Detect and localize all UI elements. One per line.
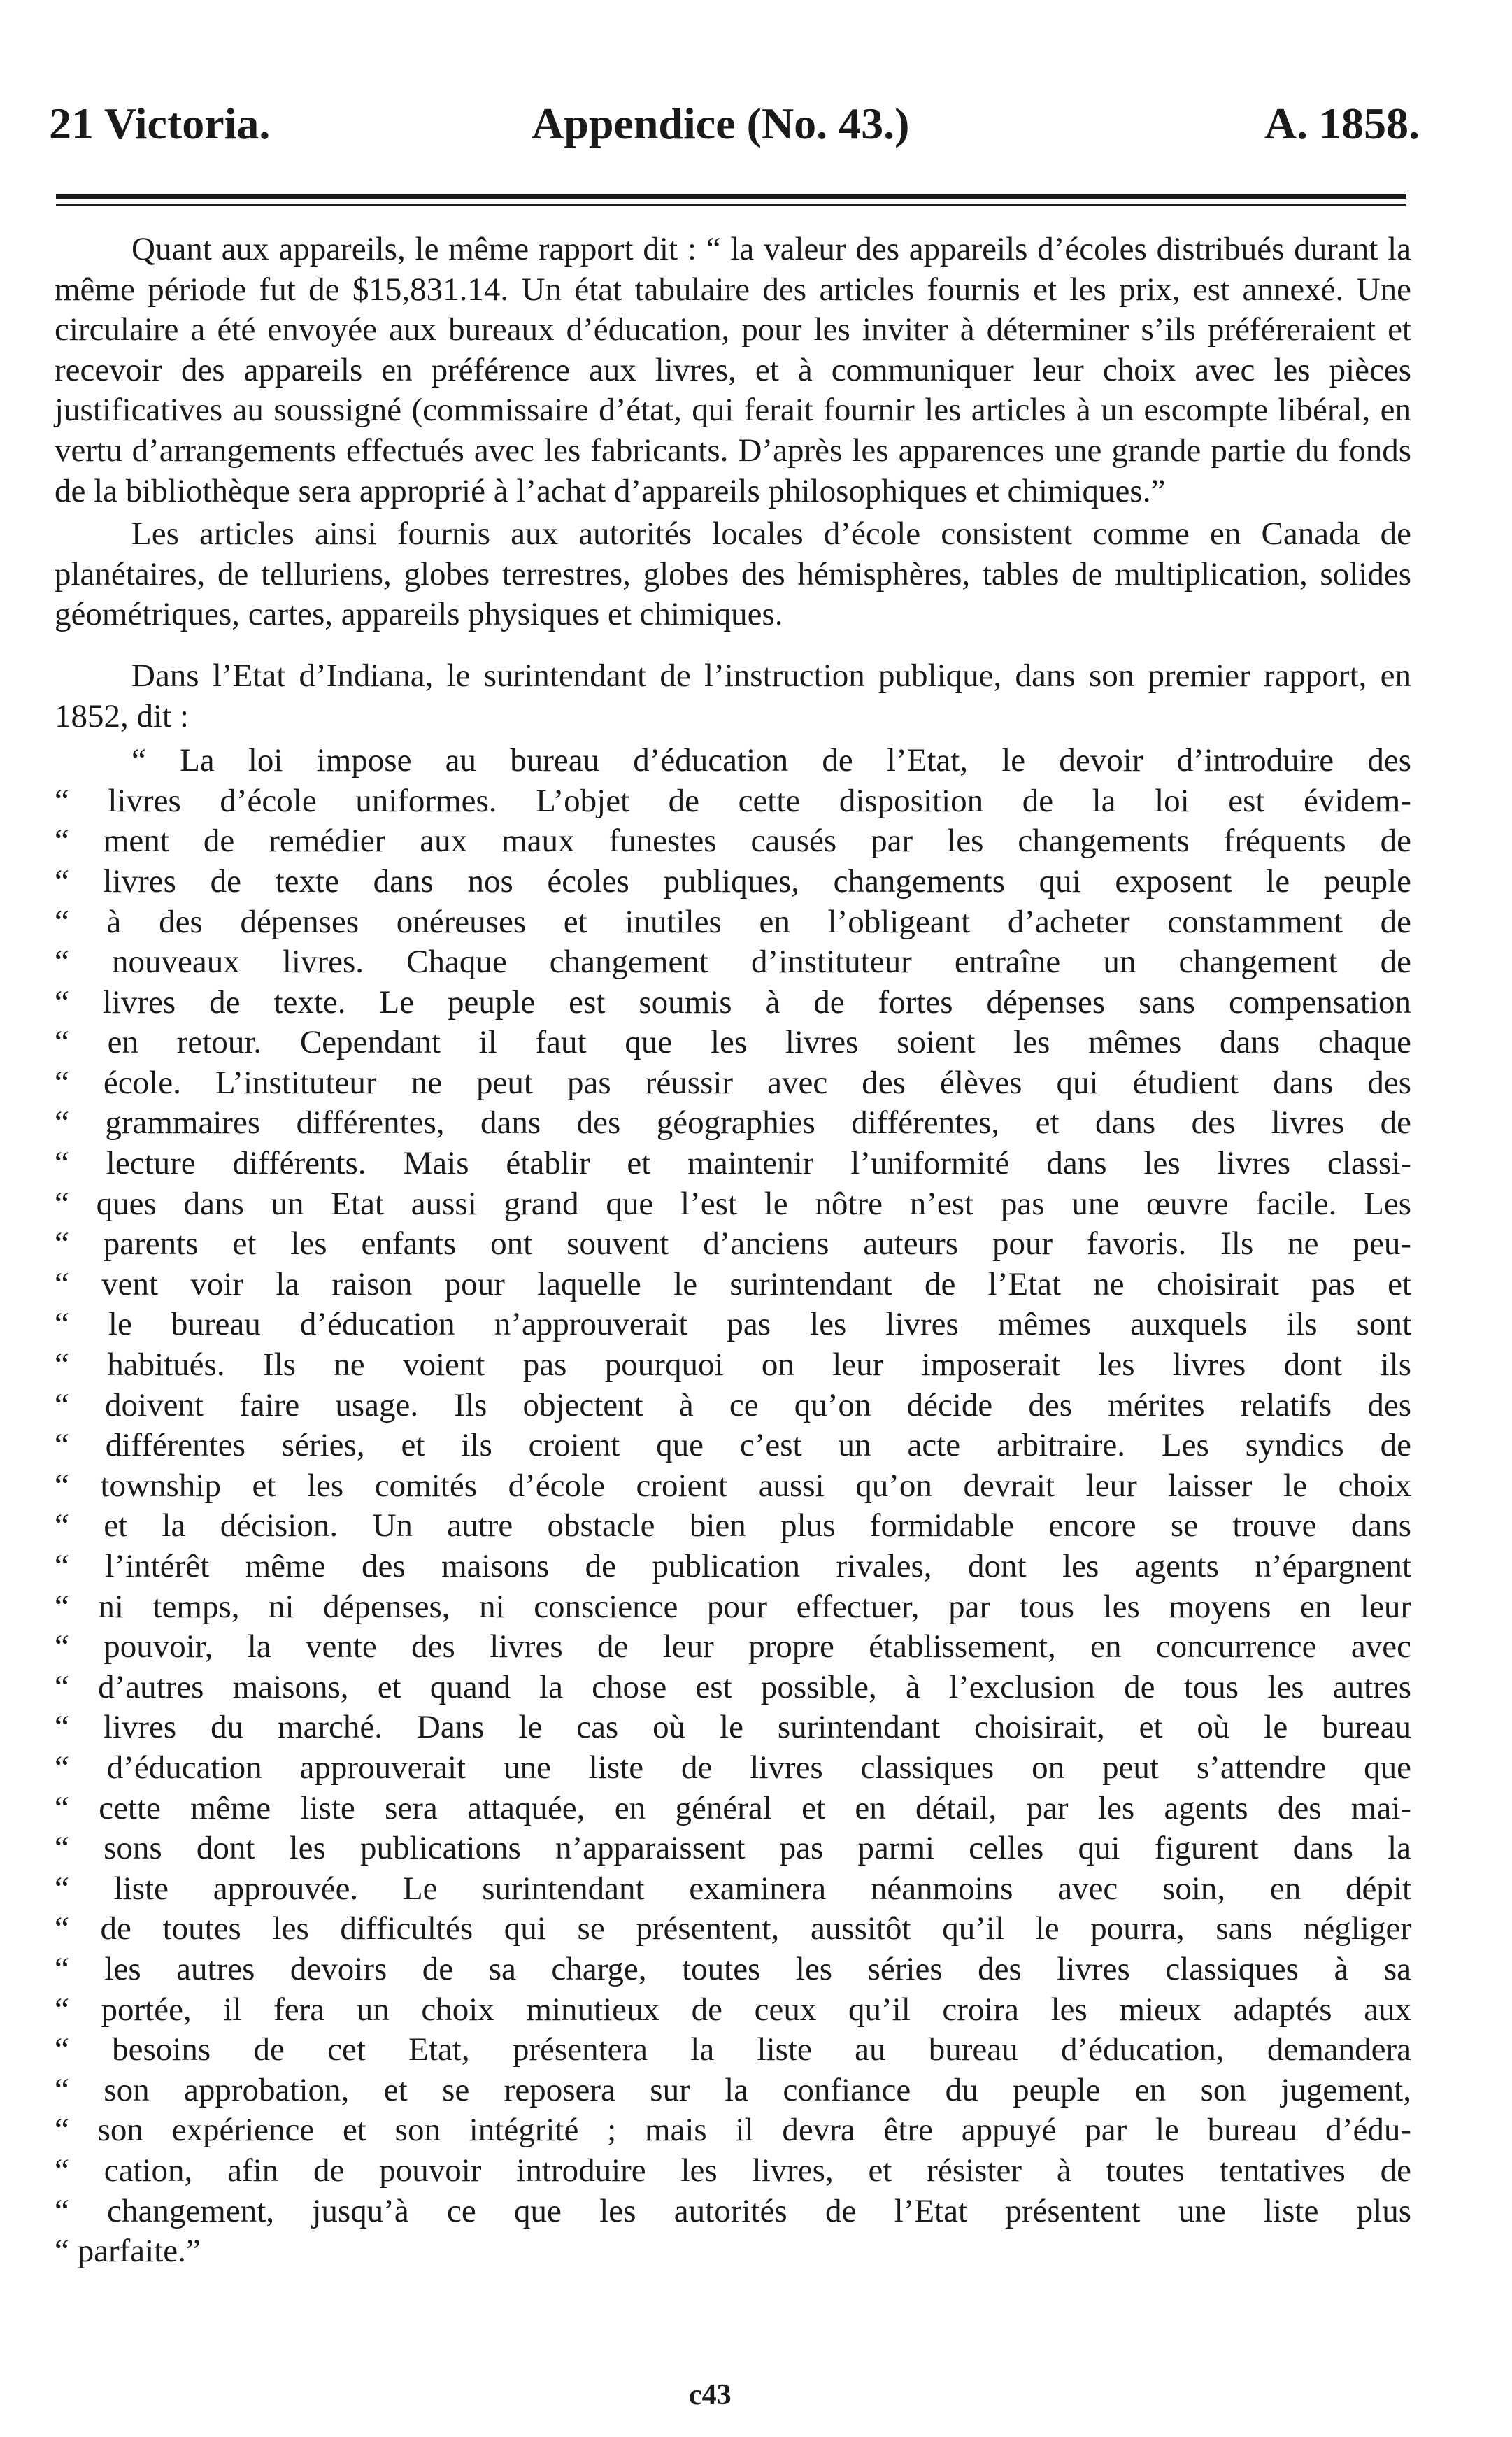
header-right: A. 1858. bbox=[1264, 99, 1420, 148]
page-header bbox=[49, 98, 1420, 154]
quote-line: “ école. L’instituteur ne peut pas réussir avec des élèves qui étudient dans des bbox=[55, 1064, 1411, 1101]
quote-line: “ livres du marché. Dans le cas où le surintendant choisirait, et où le bureau bbox=[55, 1709, 1411, 1746]
quote-line: “ en retour. Cependant il faut que les livres soient les mêmes dans chaque bbox=[55, 1024, 1411, 1061]
quote-line: “ et la décision. Un autre obstacle bien plus formidable encore se trouve dans bbox=[55, 1507, 1411, 1544]
quote-line: “ différentes séries, et ils croient que c’est un acte arbitraire. Les syndics de bbox=[55, 1427, 1411, 1464]
quote-line: “ livres de texte dans nos écoles publiques, changements qui exposent le peuple bbox=[55, 862, 1411, 900]
quote-line: “ vent voir la raison pour laquelle le surintendant de l’Etat ne choisirait pas et bbox=[55, 1265, 1411, 1302]
quote-line: “ son approbation, et se reposera sur la confiance du peuple en son jugement, bbox=[55, 2071, 1411, 2108]
quote-line: “ doivent faire usage. Ils objectent à ce qu’on décide des mérites relatifs des bbox=[55, 1386, 1411, 1423]
quote-line: “ les autres devoirs de sa charge, toutes les séries des livres classiques à sa bbox=[55, 1950, 1411, 1987]
paragraph-3: Dans l’Etat d’Indiana, le surintendant de l’instruction publique, dans son premier rapport, en 1852, dit : bbox=[55, 657, 1411, 734]
quote-line: “ lecture différents. Mais établir et maintenir l’uniformité dans les livres classi- bbox=[55, 1145, 1411, 1182]
header-rule-thin bbox=[56, 204, 1406, 206]
quote-line: “ de toutes les difficultés qui se présentent, aussitôt qu’il le pourra, sans négliger bbox=[55, 1910, 1411, 1947]
indiana-quote bbox=[55, 741, 1411, 2272]
quote-line: “ sons dont les publications n’apparaissent pas parmi celles qui figurent dans la bbox=[55, 1830, 1411, 1867]
header-center: Appendice (No. 43.) bbox=[532, 99, 910, 148]
paragraph-1: Quant aux appareils, le même rapport dit : “ la valeur des appareils d’écoles distribués durant la même période fut de $15,831.14. Un état tabulaire des articles fournis et les prix, est annexé. Une circulaire a été envoyée aux bureaux d’éducation, pour les inviter à déterminer s’ils préféreraient et recevoir des appareils en préférence aux livres, et à communiquer leur choix avec les pièces justificatives au soussigné (commissaire d’état, qui ferait fournir les articles à un escompte libéral, en vertu d’arrangements effectués avec les fabricants. D’après les apparences une grande partie du fonds de la bibliothèque sera approprié à l’achat d’appareils philosophiques et chimiques.” bbox=[55, 231, 1411, 509]
quote-line: “ parfaite.” bbox=[55, 2233, 201, 2270]
page-signature-mark: c43 bbox=[689, 2379, 732, 2411]
quote-line: “ d’autres maisons, et quand la chose est possible, à l’exclusion de tous les autres bbox=[55, 1668, 1411, 1705]
quote-line: “ changement, jusqu’à ce que les autorités de l’Etat présentent une liste plus bbox=[55, 2192, 1411, 2229]
page-body bbox=[55, 229, 1411, 2272]
quote-line: “ cation, afin de pouvoir introduire les livres, et résister à toutes tentatives de bbox=[55, 2152, 1411, 2189]
quote-line: “ l’intérêt même des maisons de publication rivales, dont les agents n’épargnent bbox=[55, 1548, 1411, 1584]
quote-line: “ La loi impose au bureau d’éducation de l’Etat, le devoir d’introduire des bbox=[131, 742, 1411, 779]
quote-line: “ à des dépenses onéreuses et inutiles en l’obligeant d’acheter constamment de bbox=[55, 903, 1411, 940]
quote-line: “ township et les comités d’école croient aussi qu’on devrait leur laisser le choix bbox=[55, 1467, 1411, 1504]
quote-line: “ pouvoir, la vente des livres de leur propre établissement, en concurrence avec bbox=[55, 1628, 1411, 1665]
quote-line: “ livres de texte. Le peuple est soumis à de fortes dépenses sans compensation bbox=[55, 983, 1411, 1021]
paragraph-2: Les articles ainsi fournis aux autorités locales d’école consistent comme en Canada de planétaires, de telluriens, globes terrestres, globes des hémisphères, tables de multiplication, solides géométriques, cartes, appareils physiques et chimiques. bbox=[55, 516, 1411, 633]
quote-line: “ ni temps, ni dépenses, ni conscience pour effectuer, par tous les moyens en leur bbox=[55, 1588, 1411, 1625]
quote-line: “ le bureau d’éducation n’approuverait pas les livres mêmes auxquels ils sont bbox=[55, 1306, 1411, 1343]
quote-line: “ d’éducation approuverait une liste de livres classiques on peut s’attendre que bbox=[55, 1749, 1411, 1786]
quote-line: “ liste approuvée. Le surintendant examinera néanmoins avec soin, en dépit bbox=[55, 1870, 1411, 1907]
quote-line: “ ques dans un Etat aussi grand que l’est le nôtre n’est pas une œuvre facile. Les bbox=[55, 1185, 1411, 1222]
quote-line: “ livres d’école uniformes. L’objet de cette disposition de la loi est évidem- bbox=[55, 782, 1411, 819]
header-rule-thick bbox=[56, 194, 1406, 199]
quote-line: “ son expérience et son intégrité ; mais il devra être appuyé par le bureau d’édu- bbox=[55, 2112, 1411, 2149]
header-left: 21 Victoria. bbox=[49, 99, 271, 148]
quote-line: “ cette même liste sera attaquée, en général et en détail, par les agents des mai- bbox=[55, 1789, 1411, 1826]
quote-line: “ parents et les enfants ont souvent d’anciens auteurs pour favoris. Ils ne peu- bbox=[55, 1225, 1411, 1263]
quote-line: “ grammaires différentes, dans des géographies différentes, et dans des livres de bbox=[55, 1104, 1411, 1142]
quote-line: “ nouveaux livres. Chaque changement d’instituteur entraîne un changement de bbox=[55, 944, 1411, 981]
quote-line: “ ment de remédier aux maux funestes causés par les changements fréquents de bbox=[55, 823, 1411, 860]
quote-line: “ portée, il fera un choix minutieux de ceux qu’il croira les mieux adaptés aux bbox=[55, 1991, 1411, 2028]
quote-line: “ besoins de cet Etat, présentera la liste au bureau d’éducation, demandera bbox=[55, 2031, 1411, 2068]
quote-line: “ habitués. Ils ne voient pas pourquoi on leur imposerait les livres dont ils bbox=[55, 1347, 1411, 1384]
